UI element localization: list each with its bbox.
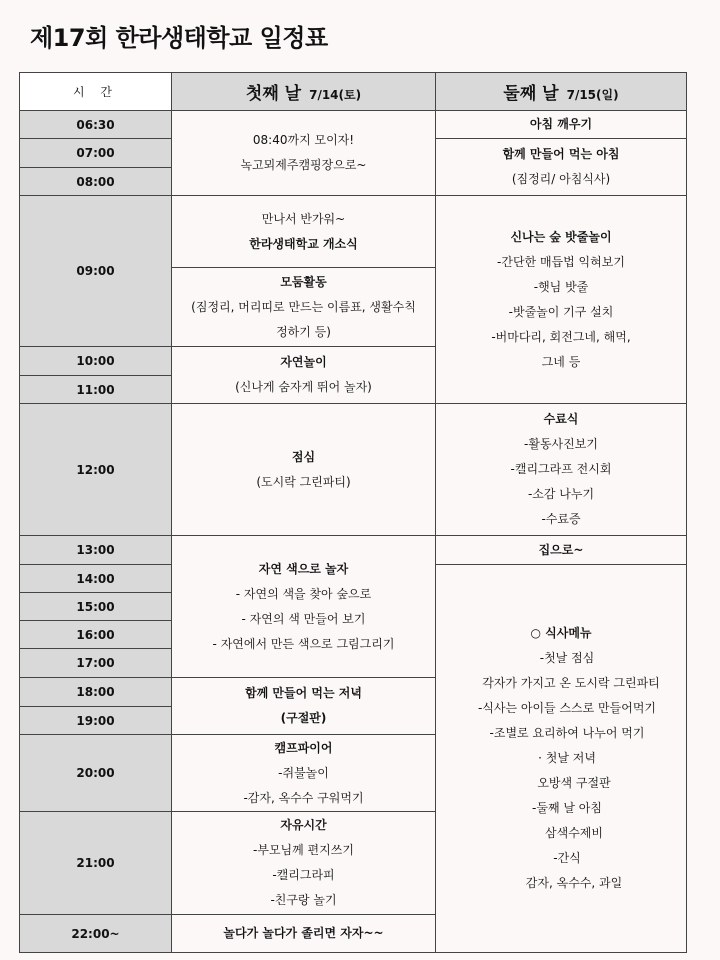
day2-date: 7/15(일): [566, 88, 619, 102]
menu-line: 각자가 가지고 온 도시락 그린파티: [482, 676, 660, 690]
time-cell: 21:00: [20, 812, 172, 915]
free-time-title: 자유시간: [280, 818, 327, 832]
day1-date: 7/14(토): [309, 88, 362, 102]
campfire-line: -쥐불놀이: [278, 765, 329, 780]
breakfast-cell: [436, 139, 687, 196]
nature-cell: [172, 347, 436, 404]
color-line: - 자연의 색 만들어 보기: [241, 611, 366, 626]
time-cell: 20:00: [20, 735, 172, 812]
free-time-line: -캘리그라피: [272, 868, 335, 882]
group-cell: [172, 268, 436, 347]
wake-cell: [436, 111, 687, 139]
home-cell: [436, 536, 687, 565]
rope-line: -밧줄놀이 기구 설치: [508, 304, 614, 319]
home-title: 집으로~: [538, 542, 584, 557]
lunch-cell: [172, 404, 436, 536]
menu-line: 감자, 옥수수, 과일: [525, 876, 623, 890]
schedule-table: [19, 72, 687, 953]
closing-cell: [436, 404, 687, 536]
nature-title: 자연놀이: [280, 355, 327, 369]
color-title: 자연 색으로 놀자: [258, 561, 349, 576]
breakfast-sub: (짐정리/ 아침식사): [511, 172, 611, 186]
campfire-title: 캠프파이어: [274, 740, 333, 755]
rope-line: -햇님 밧줄: [533, 279, 589, 294]
closing-line: -소감 나누기: [527, 487, 595, 501]
menu-line: 오방색 구절판: [537, 776, 611, 790]
meet-line: 08:40까지 모이자!: [252, 133, 355, 147]
sleep-title: 놀다가 놀다가 졸리면 자자~~: [223, 926, 384, 940]
free-time-line: -부모님께 편지쓰기: [253, 843, 354, 857]
menu-line: -간식: [553, 851, 581, 865]
dinner-sub: (구절판): [280, 711, 327, 725]
time-cell: 18:00: [20, 678, 172, 707]
time-cell: 19:00: [20, 707, 172, 735]
time-header: 시 간: [20, 73, 172, 111]
meet-line: 녹고뫼제주캠핑장으로~: [240, 158, 367, 172]
time-cell: 08:00: [20, 168, 172, 196]
day1-name: 첫째 날: [245, 84, 302, 104]
campfire-line: -감자, 옥수수 구워먹기: [243, 790, 364, 805]
menu-line: · 첫날 저녁: [538, 751, 596, 765]
welcome-title: 한라생태학교 개소식: [249, 236, 358, 251]
sleep-cell: [172, 915, 436, 953]
closing-title: 수료식: [543, 412, 579, 426]
menu-line: -식사는 아이들 스스로 만들어먹기: [477, 701, 657, 715]
time-cell: 10:00: [20, 347, 172, 376]
menu-line: -둘째 날 아침: [532, 801, 602, 815]
header-row: [20, 73, 687, 111]
time-cell: 07:00: [20, 139, 172, 168]
time-cell: 13:00: [20, 536, 172, 565]
lunch-title: 점심: [291, 449, 316, 464]
campfire-cell: [172, 735, 436, 812]
time-cell: 11:00: [20, 376, 172, 404]
time-cell: 14:00: [20, 565, 172, 593]
meal-menu-cell: [436, 565, 687, 953]
color-line: - 자연의 색을 찾아 숲으로: [235, 586, 372, 601]
color-cell: [172, 536, 436, 678]
time-cell: 16:00: [20, 621, 172, 649]
wake-title: 아침 깨우기: [529, 117, 593, 131]
time-cell: 06:30: [20, 111, 172, 139]
menu-line: -첫날 점심: [539, 651, 595, 665]
menu-line: -조별로 요리하여 나누어 먹기: [489, 726, 645, 740]
meet-cell: [172, 111, 436, 196]
page-title: 제17회 한라생태학교 일정표: [30, 24, 328, 52]
free-time-line: -친구랑 놀기: [270, 893, 337, 907]
day2-header: [436, 73, 687, 111]
time-cell: 15:00: [20, 593, 172, 621]
time-cell: 22:00~: [20, 915, 172, 953]
group-title: 모둠활동: [280, 274, 327, 289]
welcome-cell: [172, 196, 436, 268]
closing-line: -활동사진보기: [524, 437, 598, 451]
menu-line: 삼색수제비: [545, 826, 603, 840]
rope-line: -버마다리, 회전그네, 해먹,: [491, 329, 631, 344]
lunch-sub: (도시락 그린파티): [256, 474, 351, 489]
time-cell: 12:00: [20, 404, 172, 536]
time-cell: 09:00: [20, 196, 172, 347]
rope-cell: [436, 196, 687, 404]
group-line: 정하기 등): [276, 324, 331, 339]
menu-title: ○ 식사메뉴: [530, 626, 592, 640]
welcome-line: 만나서 반가워~: [261, 211, 346, 226]
free-time-cell: [172, 812, 436, 915]
day2-name: 둘째 날: [503, 84, 559, 104]
time-cell: 17:00: [20, 649, 172, 678]
rope-line: 그네 등: [541, 354, 581, 369]
color-line: - 자연에서 만든 색으로 그림그리기: [212, 636, 395, 651]
day1-header: [172, 73, 436, 111]
dinner-title: 함께 만들어 먹는 저녁: [245, 686, 362, 700]
rope-line: -간단한 매듭법 익혀보기: [497, 254, 625, 269]
closing-line: -수료증: [541, 512, 581, 526]
breakfast-title: 함께 만들어 먹는 아침: [502, 147, 620, 161]
group-line: (짐정리, 머리띠로 만드는 이름표, 생활수칙: [191, 299, 416, 314]
dinner-cell: [172, 678, 436, 735]
closing-line: -캘리그라프 전시회: [510, 462, 612, 476]
nature-sub: (신나게 숨자게 뛰어 놀자): [235, 380, 372, 394]
rope-title: 신나는 숲 밧줄놀이: [510, 229, 612, 244]
